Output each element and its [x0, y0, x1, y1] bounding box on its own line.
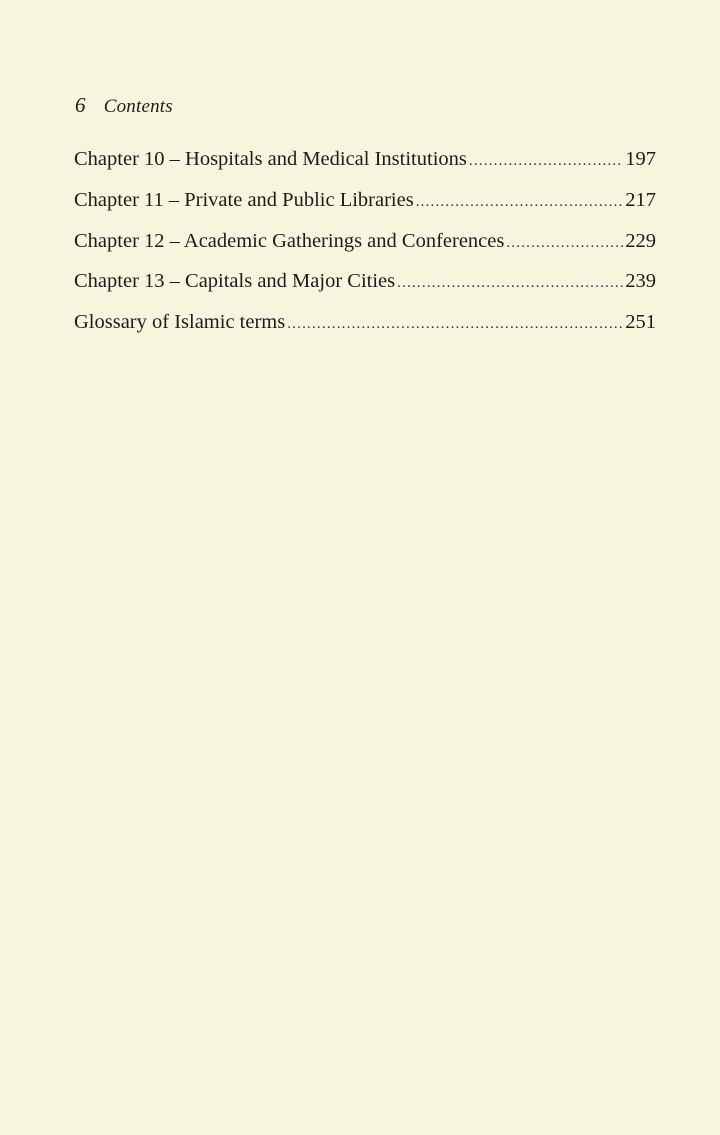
dot-leader	[416, 194, 624, 211]
toc-entry-chapter-13	[74, 270, 656, 311]
toc-entry-page: 217	[625, 188, 656, 211]
toc-entry-label: Glossary of Islamic terms	[74, 311, 286, 334]
toc-entry-page: 197	[625, 148, 656, 170]
running-head	[75, 93, 173, 118]
toc-entry-chapter-11	[74, 189, 656, 230]
toc-entry-chapter-12	[74, 230, 656, 271]
table-of-contents	[74, 148, 656, 352]
toc-entry-label: Chapter 13 – Capitals and Major Cities	[74, 270, 396, 293]
dot-leader	[506, 235, 623, 252]
toc-entry-label: Chapter 10 – Hospitals and Medical Institutions	[74, 148, 467, 170]
page-number: 6	[75, 93, 86, 117]
dot-leader	[287, 316, 623, 333]
toc-entry-chapter-10	[74, 148, 656, 189]
toc-entry-glossary	[74, 311, 656, 352]
toc-entry-page: 239	[625, 270, 656, 293]
dot-leader	[469, 153, 623, 170]
toc-entry-page: 251	[625, 311, 656, 334]
running-head-title: Contents	[103, 96, 173, 117]
toc-entry-label: Chapter 11 – Private and Public Libraries	[74, 188, 414, 211]
toc-entry-page: 229	[625, 229, 656, 252]
dot-leader	[397, 275, 623, 292]
toc-entry-label: Chapter 12 – Academic Gatherings and Conferences	[74, 229, 505, 252]
